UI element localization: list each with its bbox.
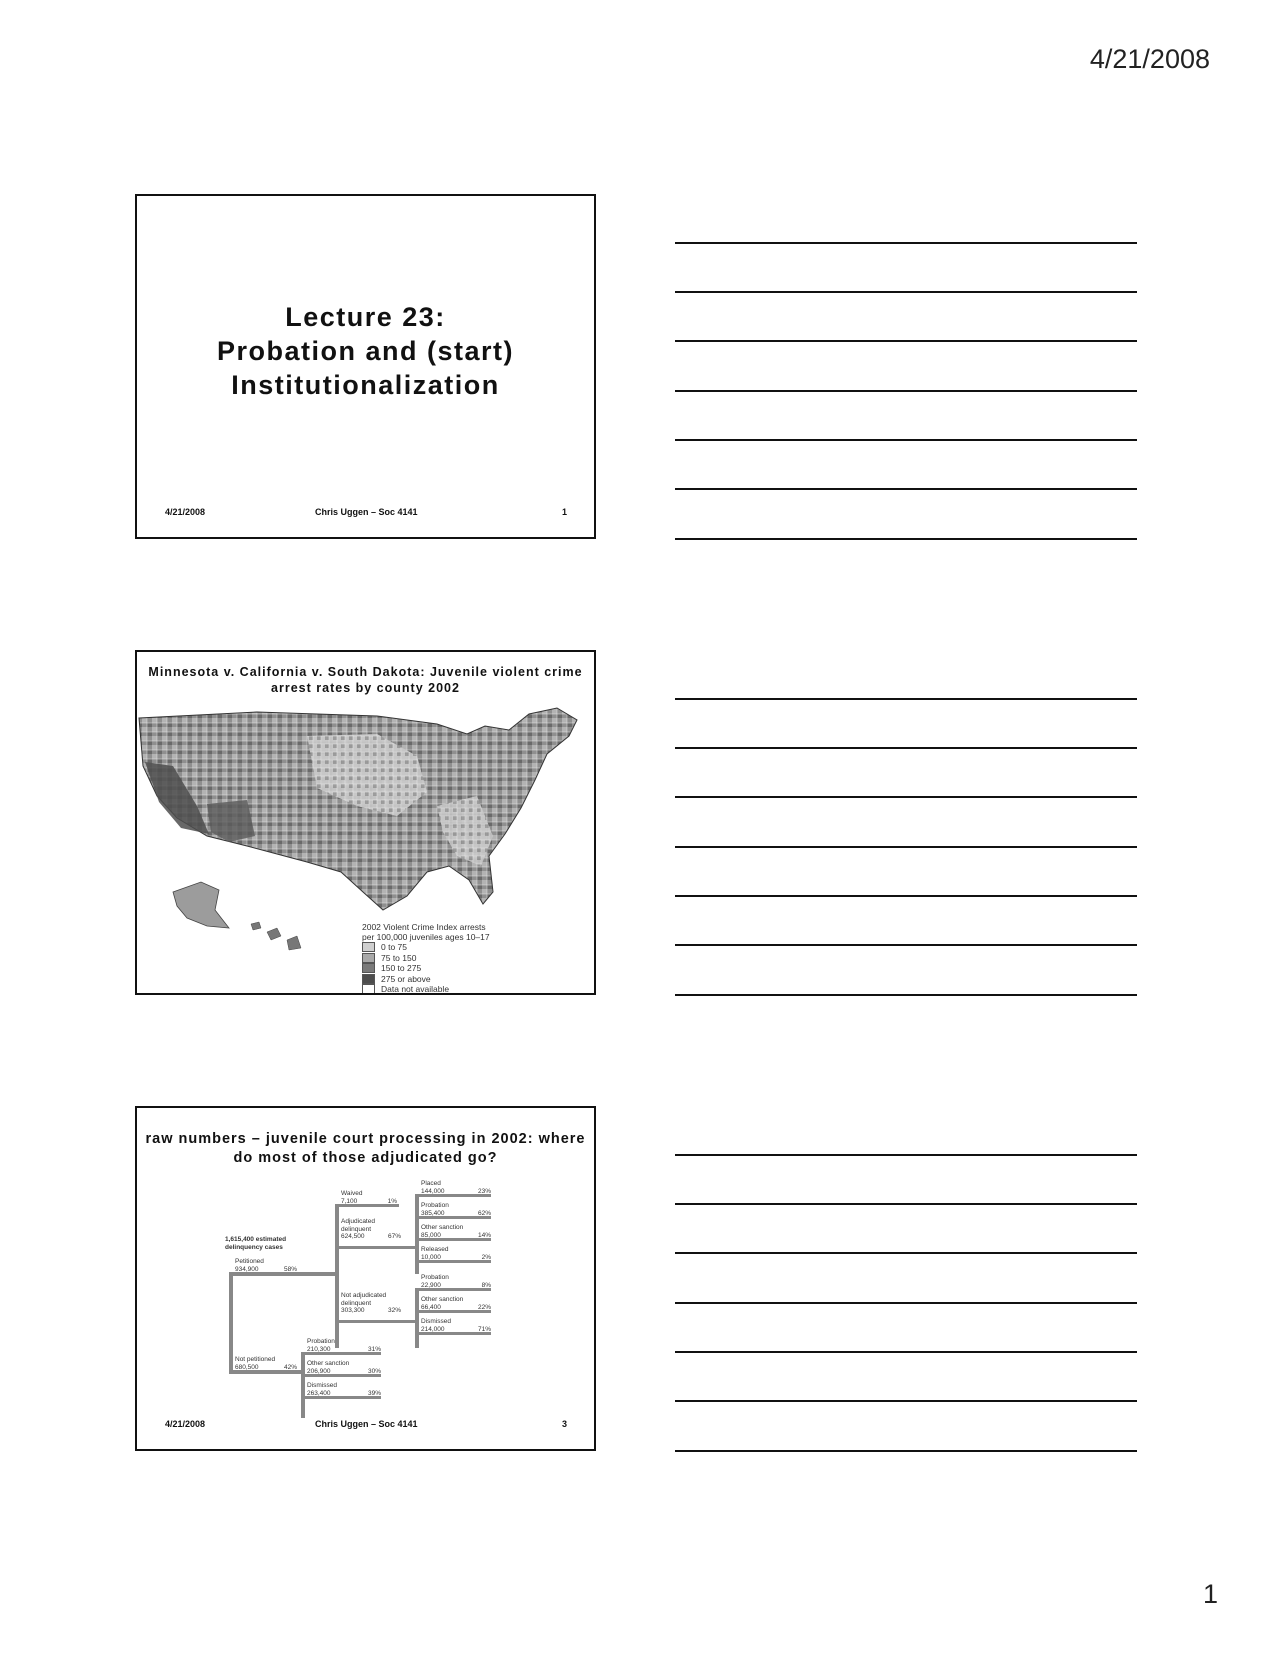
slide-3 (135, 1106, 596, 1451)
footer-author: Chris Uggen – Soc 4141 (315, 507, 418, 517)
slide-title (137, 300, 594, 402)
node-pct: 67% (387, 1233, 401, 1240)
note-line (675, 994, 1137, 996)
title-line-2: Probation and (start) (216, 336, 514, 366)
node-value: 206,900 (307, 1367, 331, 1375)
root-label: delinquency cases (225, 1243, 283, 1251)
legend-title-line-1: 2002 Violent Crime Index arrests (362, 922, 486, 932)
note-line (675, 439, 1137, 441)
note-line (675, 698, 1137, 700)
node-label: Other sanction (307, 1360, 350, 1367)
node-value: 680,500 (235, 1363, 259, 1371)
legend-swatch (362, 974, 375, 984)
tree-root (225, 1236, 315, 1251)
node-pct: 71% (477, 1325, 491, 1333)
node-value: 385,400 (421, 1209, 445, 1217)
node-value: 934,900 (235, 1265, 259, 1273)
page-number: 1 (1202, 1579, 1218, 1609)
node-label: delinquent (341, 1299, 371, 1307)
legend-item (362, 953, 490, 964)
node-pct: 30% (367, 1367, 381, 1375)
node-waived (341, 1190, 397, 1205)
node-pct: 42% (283, 1363, 297, 1371)
note-line (675, 1400, 1137, 1402)
node-pct: 23% (477, 1187, 491, 1195)
note-line (675, 1203, 1137, 1205)
node-label: Probation (421, 1202, 449, 1209)
tree-connector (301, 1352, 305, 1418)
node-label: Not adjudicated (341, 1292, 387, 1299)
node-label: Probation (307, 1338, 335, 1345)
footer-date: 4/21/2008 (165, 507, 206, 517)
legend-item (362, 963, 490, 974)
slide-heading: Minnesota v. California v. South Dakota: Juvenile violent crime arrest rates by county 2002 (148, 665, 583, 695)
node-not-petitioned (235, 1356, 297, 1371)
legend-label: Data not available (381, 984, 450, 995)
node-pct: 32% (387, 1307, 401, 1314)
node-pct: 31% (367, 1345, 381, 1353)
alaska-shape (173, 882, 229, 928)
node-pct: 14% (477, 1231, 491, 1239)
note-line (675, 538, 1137, 540)
node-nonadj-outcome (421, 1296, 491, 1311)
legend-swatch (362, 953, 375, 963)
legend-swatch (362, 942, 375, 952)
footer-date: 4/21/2008 (165, 1419, 206, 1429)
node-label: Released (421, 1246, 449, 1253)
hawaii-shape (251, 922, 301, 950)
node-np-outcome (307, 1338, 381, 1353)
legend-label: 75 to 150 (381, 952, 417, 963)
node-pct: 39% (367, 1389, 381, 1397)
note-line (675, 242, 1137, 244)
node-label: Petitioned (235, 1258, 264, 1265)
note-line (675, 1302, 1137, 1304)
node-value: 10,000 (421, 1253, 441, 1261)
legend-label: 275 or above (381, 973, 431, 984)
node-label: Placed (421, 1180, 441, 1187)
slide-1 (135, 194, 596, 539)
court-processing-tree (137, 1108, 596, 1451)
note-line (675, 895, 1137, 897)
node-value: 85,000 (421, 1231, 441, 1239)
legend-label: 150 to 275 (381, 963, 422, 974)
tree-connector (229, 1272, 233, 1372)
node-petitioned (235, 1258, 297, 1273)
node-value: 144,000 (421, 1187, 445, 1195)
node-label: Probation (421, 1274, 449, 1281)
node-pct: 58% (283, 1265, 297, 1273)
legend-item (362, 974, 490, 985)
node-value: 66,400 (421, 1303, 441, 1311)
tree-connector (335, 1320, 415, 1323)
note-line (675, 488, 1137, 490)
node-pct: 1% (387, 1197, 397, 1205)
node-label: Other sanction (421, 1224, 464, 1231)
node-label: Dismissed (307, 1382, 337, 1389)
node-np-outcome (307, 1382, 381, 1397)
node-value: 303,300 (341, 1307, 365, 1314)
footer-author: Chris Uggen – Soc 4141 (315, 1419, 418, 1429)
note-line (675, 340, 1137, 342)
title-line-3: Institutionalization (231, 370, 500, 400)
footer-slide-number: 1 (561, 507, 567, 517)
slide-2 (135, 650, 596, 995)
node-value: 210,300 (307, 1345, 331, 1353)
map-legend (362, 922, 490, 995)
note-line (675, 747, 1137, 749)
node-adjudicated (341, 1218, 401, 1241)
legend-title-line-2: per 100,000 juveniles ages 10–17 (362, 932, 490, 942)
page-date: 4/21/2008 (1089, 44, 1210, 74)
node-adj-outcome (421, 1180, 491, 1195)
node-value: 214,000 (421, 1325, 445, 1333)
note-line (675, 796, 1137, 798)
node-label: delinquent (341, 1225, 371, 1233)
node-label: Waived (341, 1190, 363, 1197)
note-line (675, 1154, 1137, 1156)
node-adj-outcome (421, 1202, 491, 1217)
note-line (675, 1450, 1137, 1452)
node-not-adjudicated (341, 1292, 401, 1315)
legend-item (362, 942, 490, 953)
node-nonadj-outcome (421, 1318, 491, 1333)
node-label: Adjudicated (341, 1218, 375, 1225)
node-value: 22,900 (421, 1281, 441, 1289)
node-nonadj-outcome (421, 1274, 491, 1289)
note-line (675, 291, 1137, 293)
legend-item (362, 984, 490, 995)
node-label: Not petitioned (235, 1356, 276, 1363)
node-pct: 8% (481, 1281, 491, 1289)
tree-connector (335, 1246, 415, 1249)
footer-slide-number: 3 (561, 1419, 567, 1429)
node-np-outcome (307, 1360, 381, 1375)
node-pct: 22% (477, 1303, 491, 1311)
node-value: 263,400 (307, 1389, 331, 1397)
node-label: Dismissed (421, 1318, 451, 1325)
slide-heading: raw numbers – juvenile court processing in 2002: where do most of those adjudicated go? (145, 1131, 586, 1166)
tree-connector (415, 1288, 419, 1348)
node-label: Other sanction (421, 1296, 464, 1303)
legend-swatch (362, 984, 375, 994)
tree-connector (335, 1204, 339, 1348)
slide-footer (137, 507, 594, 521)
node-value: 624,500 (341, 1233, 365, 1240)
legend-swatch (362, 963, 375, 973)
root-value: 1,615,400 estimated (225, 1236, 287, 1243)
note-line (675, 1252, 1137, 1254)
node-pct: 62% (477, 1209, 491, 1217)
note-line (675, 1351, 1137, 1353)
node-value: 7,100 (341, 1197, 358, 1205)
note-line (675, 846, 1137, 848)
node-adj-outcome (421, 1224, 491, 1239)
note-line (675, 944, 1137, 946)
node-adj-outcome (421, 1246, 491, 1261)
legend-label: 0 to 75 (381, 942, 407, 953)
note-line (675, 390, 1137, 392)
title-line-1: Lecture 23: (285, 302, 446, 332)
slide-footer (137, 1419, 594, 1433)
node-pct: 2% (481, 1253, 491, 1261)
